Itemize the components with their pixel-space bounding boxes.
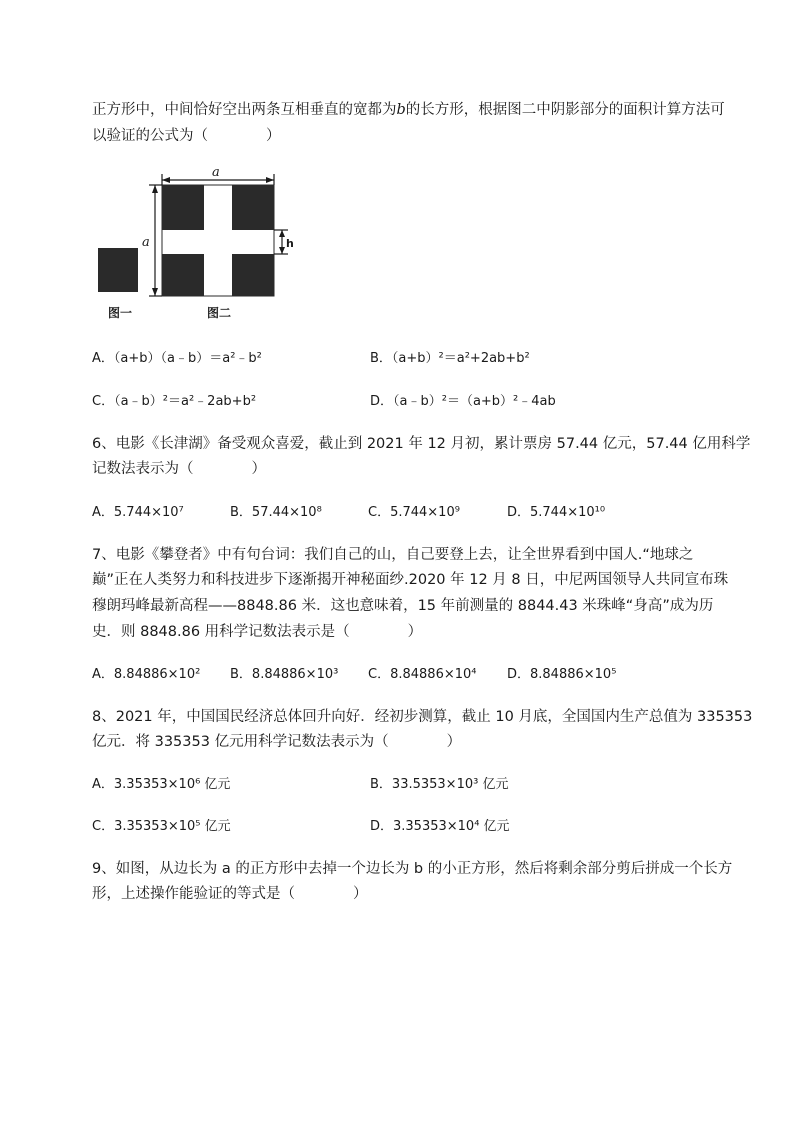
q7-option-d[interactable]: D．8.84886×10⁵ xyxy=(507,667,617,682)
caption-figure1: 图一 xyxy=(108,306,133,320)
q7-option-c[interactable]: C．8.84886×10⁴ xyxy=(368,667,477,682)
figure2-square-tl xyxy=(162,185,204,230)
q7-option-a[interactable]: A．8.84886×10² xyxy=(92,667,201,682)
q7-text-line1: 7、电影《攀登者》中有句台词：我们自己的山，自己要登上去，让全世界看到中国人.“地球之 xyxy=(92,547,694,563)
q7-text-line3: 穆朗玛峰最新高程——8848.86 米．这也意味着，15 年前测量的 8844.43 米珠峰“身高”成为历 xyxy=(92,598,714,614)
q8-text-line1: 8、2021 年，中国国民经济总体回升向好．经初步测算，截止 10 月底，全国国内生产总值为 335353 xyxy=(92,709,753,725)
q6-option-d[interactable]: D．5.744×10¹⁰ xyxy=(507,505,606,520)
q5-option-b-text: （a+b）²＝a²+2ab+b² xyxy=(391,351,530,366)
q6-text-line2: 记数法表示为（ ） xyxy=(92,461,266,477)
q9-text-line2: 形，上述操作能验证的等式是（ ） xyxy=(92,886,368,902)
q5-option-c-text: （a﹣b）²＝a²﹣2ab+b² xyxy=(114,394,257,409)
q5-var-b: b xyxy=(396,102,406,118)
q5-option-d-text: （a﹣b）²＝（a+b）²﹣4ab xyxy=(393,394,556,409)
q5-line1-head: 正方形中，中间恰好空出两条互相垂直的宽都为 xyxy=(92,102,397,118)
label-a-left: a xyxy=(142,235,150,250)
caption-figure2: 图二 xyxy=(207,306,232,320)
figure2-square-tr xyxy=(232,185,274,230)
q5-option-b[interactable]: B．（a+b）²＝a²+2ab+b² xyxy=(370,351,530,366)
q8-option-c[interactable]: C．3.35353×10⁵ 亿元 xyxy=(92,819,231,834)
q6-option-c[interactable]: C．5.744×10⁹ xyxy=(368,505,460,520)
q5-figure xyxy=(92,160,292,330)
q5-option-c[interactable]: C．（a﹣b）²＝a²﹣2ab+b² xyxy=(92,394,257,409)
label-a-top: a xyxy=(212,165,220,180)
figure2-square-bl xyxy=(162,254,204,296)
q5-option-a-text: （a+b）（a﹣b）＝a²﹣b² xyxy=(113,351,262,366)
q5-option-d[interactable]: D．（a﹣b）²＝（a+b）²﹣4ab xyxy=(370,394,556,409)
q8-option-a[interactable]: A．3.35353×10⁶ 亿元 xyxy=(92,777,231,792)
q8-option-b[interactable]: B．33.5353×10³ 亿元 xyxy=(370,777,509,792)
figure1-square xyxy=(98,248,138,292)
q8-option-d[interactable]: D．3.35353×10⁴ 亿元 xyxy=(370,819,510,834)
q6-option-b[interactable]: B．57.44×10⁸ xyxy=(230,505,322,520)
q5-text-line1 xyxy=(92,100,725,120)
q5-option-a[interactable]: A．（a+b）（a﹣b）＝a²﹣b² xyxy=(92,351,262,366)
q7-text-line4: 史．则 8848.86 用科学记数法表示是（ ） xyxy=(92,624,423,640)
figure2-square-br xyxy=(232,254,274,296)
q6-text-line1: 6、电影《长津湖》备受观众喜爱，截止到 2021 年 12 月初，累计票房 57.44 亿元，57.44 亿用科学 xyxy=(92,436,751,452)
q7-option-b[interactable]: B．8.84886×10³ xyxy=(230,667,339,682)
q9-text-line1: 9、如图，从边长为 a 的正方形中去掉一个边长为 b 的小正方形，然后将剩余部分剪后拼成一个长方 xyxy=(92,861,733,877)
q5-text-line2: 以验证的公式为（ ） xyxy=(92,128,281,144)
q7-text-line2: 巅”正在人类努力和科技进步下逐渐揭开神秘面纱.2020 年 12 月 8 日，中尼两国领导人共同宣布珠 xyxy=(92,572,729,588)
q5-line1-tail: 的长方形，根据图二中阴影部分的面积计算方法可 xyxy=(405,102,725,118)
label-h: h xyxy=(286,237,294,250)
q8-text-line2: 亿元．将 335353 亿元用科学记数法表示为（ ） xyxy=(92,734,462,750)
q6-option-a[interactable]: A．5.744×10⁷ xyxy=(92,505,184,520)
